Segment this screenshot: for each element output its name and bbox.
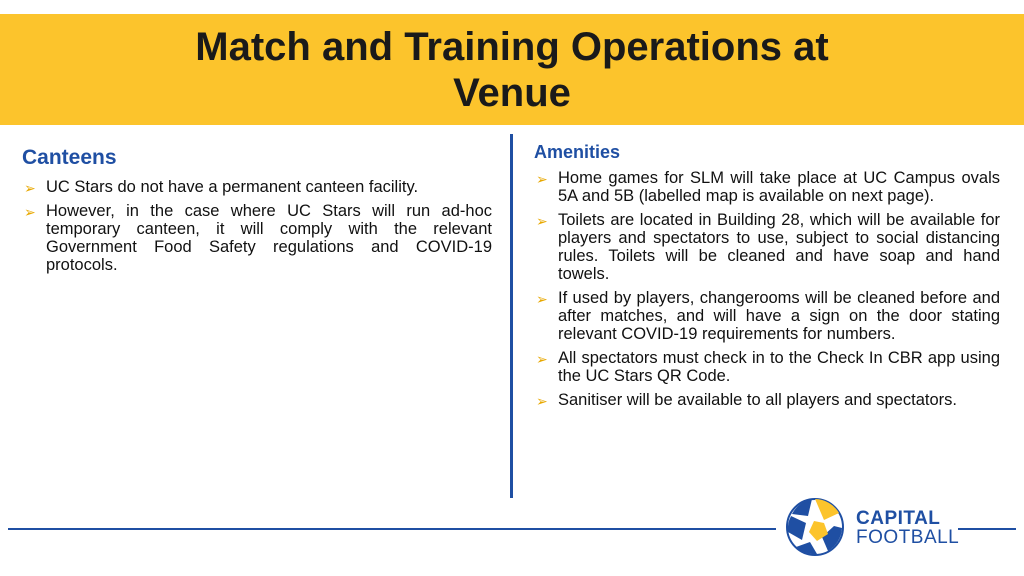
list-item	[534, 391, 1000, 409]
arrow-bullet-icon: ➢	[24, 204, 36, 220]
footer-line-left	[8, 528, 776, 530]
bullet-text: If used by players, changerooms will be cleaned before and after matches, and will have a sign on the door stating relevant COVID-19 requirements for numbers.	[558, 289, 1000, 343]
amenities-list	[534, 169, 1000, 409]
arrow-bullet-icon: ➢	[536, 351, 548, 367]
arrow-bullet-icon: ➢	[536, 291, 548, 307]
page-title-line2: Venue	[453, 70, 571, 115]
bullet-text: However, in the case where UC Stars will run ad-hoc temporary canteen, it will comply with the relevant Government Food Safety regulations and COVID-19 protocols.	[46, 202, 492, 274]
arrow-bullet-icon: ➢	[536, 171, 548, 187]
list-item	[534, 211, 1000, 283]
footer-line-right	[958, 528, 1016, 530]
amenities-section	[534, 138, 1000, 415]
bullet-text: Sanitiser will be available to all players and spectators.	[558, 391, 957, 409]
title-banner	[0, 14, 1024, 125]
logo-wordmark	[856, 509, 959, 547]
page-title	[62, 24, 962, 116]
logo-text-capital: CAPITAL	[856, 508, 941, 529]
logo-text-football: FOOTBALL	[856, 527, 960, 548]
canteens-section	[22, 138, 492, 280]
canteens-heading: Canteens	[22, 146, 117, 169]
bullet-text: UC Stars do not have a permanent canteen facility.	[46, 178, 419, 196]
column-divider	[510, 134, 513, 498]
list-item	[22, 202, 492, 274]
football-logo-icon	[784, 496, 846, 558]
list-item	[534, 169, 1000, 205]
capital-football-logo	[784, 496, 960, 556]
list-item	[534, 289, 1000, 343]
list-item	[534, 349, 1000, 385]
bullet-text: Home games for SLM will take place at UC Campus ovals 5A and 5B (labelled map is available on next page).	[558, 169, 1000, 205]
page-title-line1: Match and Training Operations at	[195, 24, 829, 69]
bullet-text: All spectators must check in to the Check In CBR app using the UC Stars QR Code.	[558, 349, 1000, 385]
bullet-text: Toilets are located in Building 28, which will be available for players and spectators to use, subject to social distancing rules. Toilets will be cleaned and have soap and hand towels.	[558, 211, 1000, 283]
list-item	[22, 178, 492, 196]
amenities-heading: Amenities	[534, 142, 621, 162]
arrow-bullet-icon: ➢	[24, 180, 36, 196]
arrow-bullet-icon: ➢	[536, 393, 548, 409]
arrow-bullet-icon: ➢	[536, 213, 548, 229]
canteens-list	[22, 178, 492, 274]
